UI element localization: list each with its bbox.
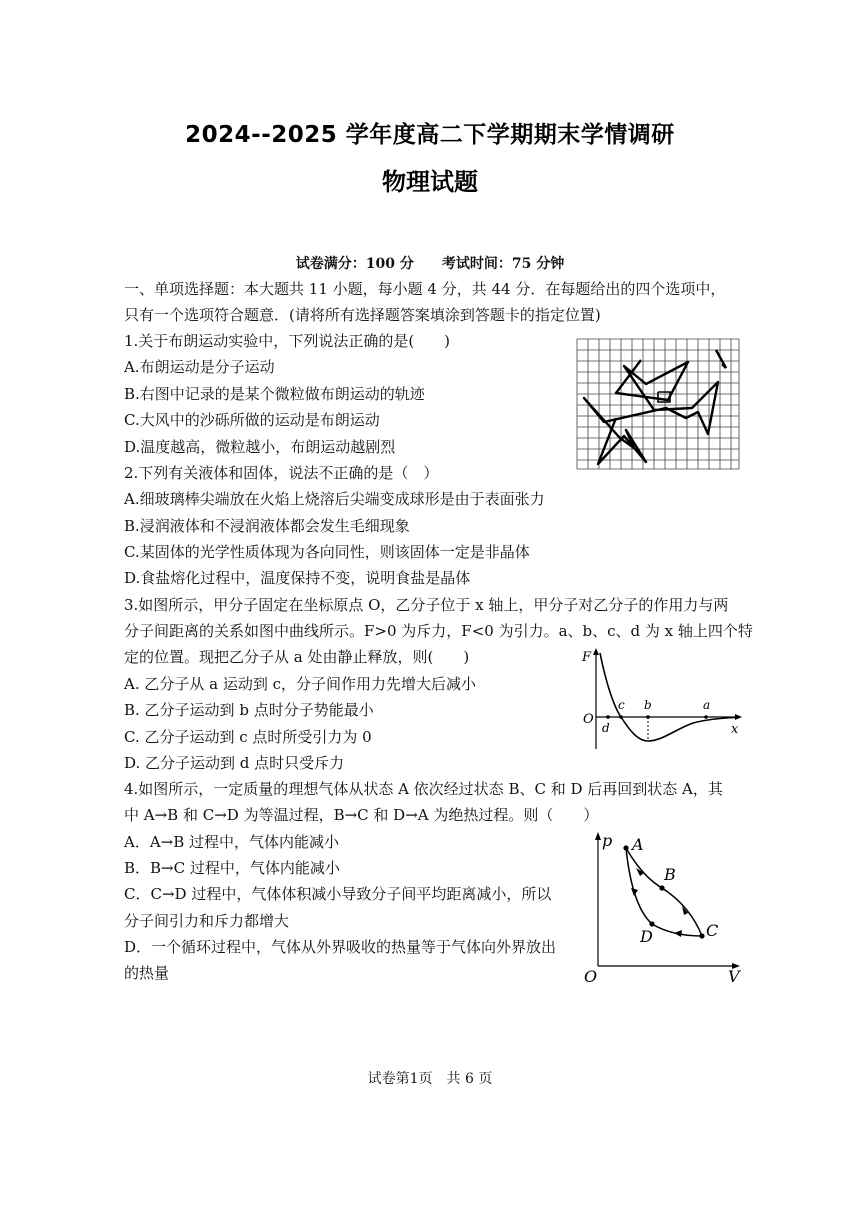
state-d-label: D (640, 927, 653, 946)
state-c-dot (699, 933, 704, 938)
q2-option-d: D.食盐熔化过程中，温度保持不变，说明食盐是晶体 (124, 569, 471, 587)
point-d-label: d (602, 721, 610, 735)
state-a-dot (623, 845, 628, 850)
q2-option-b: B.浸润液体和不浸润液体都会发生毛细现象 (124, 517, 410, 535)
exam-meta: 试卷满分：100 分 考试时间：75 分钟 (295, 256, 565, 272)
q1-option-c: C.大风中的沙砾所做的运动是布朗运动 (124, 411, 380, 429)
v-axis-label: V (728, 967, 740, 986)
q3-option-d: D. 乙分子运动到 d 点时只受斥力 (124, 754, 345, 772)
point-a-dot (704, 715, 708, 719)
q2-stem: 2.下列有关液体和固体，说法不正确的是（ ） (124, 464, 439, 482)
q4-stem-line-1: 4.如图所示，一定质量的理想气体从状态 A 依次经过状态 B、C 和 D 后再回到状态 A，其 (124, 780, 723, 798)
point-c-dot (619, 715, 623, 719)
x-axis-label: x (731, 722, 739, 737)
q2-option-a: A.细玻璃棒尖端放在火焰上烧溶后尖端变成球形是由于表面张力 (124, 490, 545, 508)
exam-subtitle: 物理试题 (382, 168, 478, 196)
point-a-label: a (703, 698, 711, 712)
q1-option-d: D.温度越高，微粒越小，布朗运动越剧烈 (124, 438, 396, 456)
f-axis-arrow (593, 648, 599, 655)
exam-title: 2024--2025 学年度高二下学期期末学情调研 (185, 122, 675, 148)
q3-stem-line-3: 定的位置。现把乙分子从 a 处由静止释放，则( ) (124, 648, 470, 666)
state-d-dot (649, 921, 654, 926)
page-footer: 试卷第1页 共 6 页 (367, 1071, 493, 1087)
section-intro-line-1: 一、单项选择题：本大题共 11 小题，每小题 4 分，共 44 分．在每题给出的四个选项中， (124, 280, 726, 298)
p-axis-label: p (602, 831, 613, 850)
section-intro-line-2: 只有一个选项符合题意．(请将所有选择题答案填涂到答题卡的指定位置) (124, 306, 601, 324)
q2-option-c: C.某固体的光学性质体现为各向同性，则该固体一定是非晶体 (124, 543, 530, 561)
pv-cycle-figure (578, 826, 746, 986)
force-curve (600, 653, 736, 741)
q4-option-b: B．B→C 过程中，气体内能减小 (124, 859, 340, 877)
q1-option-b: B.右图中记录的是某个微粒做布朗运动的轨迹 (124, 385, 425, 403)
arrow-d-a-icon (631, 888, 638, 896)
arrow-c-d-icon (674, 930, 682, 937)
q4-option-d-line-2: 的热量 (124, 964, 170, 982)
state-a-label: A (632, 835, 644, 854)
q4-option-a: A．A→B 过程中，气体内能减小 (124, 833, 340, 851)
q4-option-c-line-2: 分子间引力和斥力都增大 (124, 912, 290, 930)
q3-option-a: A. 乙分子从 a 运动到 c，分子间作用力先增大后减小 (124, 675, 477, 693)
q3-option-b: B. 乙分子运动到 b 点时分子势能最小 (124, 701, 374, 719)
curve-a-d-c (626, 848, 702, 936)
point-c-label: c (618, 698, 625, 712)
force-distance-figure (578, 645, 746, 751)
state-c-label: C (706, 921, 719, 940)
q4-option-d-line-1: D．一个循环过程中，气体从外界吸收的热量等于气体向外界放出 (124, 938, 557, 956)
q3-stem-line-2: 分子间距离的关系如图中曲线所示。F>0 为斥力，F<0 为引力。a、b、c、d 为 x 轴上四个特 (124, 622, 753, 640)
state-b-dot (659, 885, 664, 890)
x-axis-arrow (735, 714, 742, 720)
point-d-dot (606, 715, 610, 719)
q1-option-a: A.布朗运动是分子运动 (124, 358, 275, 376)
f-axis-label: F (582, 650, 592, 665)
origin-label: O (584, 967, 598, 986)
point-b-dot (646, 715, 650, 719)
brownian-trajectory-figure (576, 338, 740, 470)
curve-a-b-c (626, 848, 702, 936)
q4-option-c-line-1: C．C→D 过程中，气体体积减小导致分子间平均距离减小，所以 (124, 885, 552, 903)
state-b-label: B (664, 865, 676, 884)
q1-stem: 1.关于布朗运动实验中，下列说法正确的是( ) (124, 332, 451, 350)
origin-label: O (583, 712, 594, 727)
q3-stem-line-1: 3.如图所示，甲分子固定在坐标原点 O，乙分子位于 x 轴上，甲分子对乙分子的作用力与两 (124, 596, 729, 614)
q4-stem-line-2: 中 A→B 和 C→D 为等温过程，B→C 和 D→A 为绝热过程。则（ ） (124, 806, 599, 824)
point-b-label: b (644, 698, 652, 712)
q3-option-c: C. 乙分子运动到 c 点时所受引力为 0 (124, 728, 372, 746)
p-axis-arrow (595, 832, 601, 840)
